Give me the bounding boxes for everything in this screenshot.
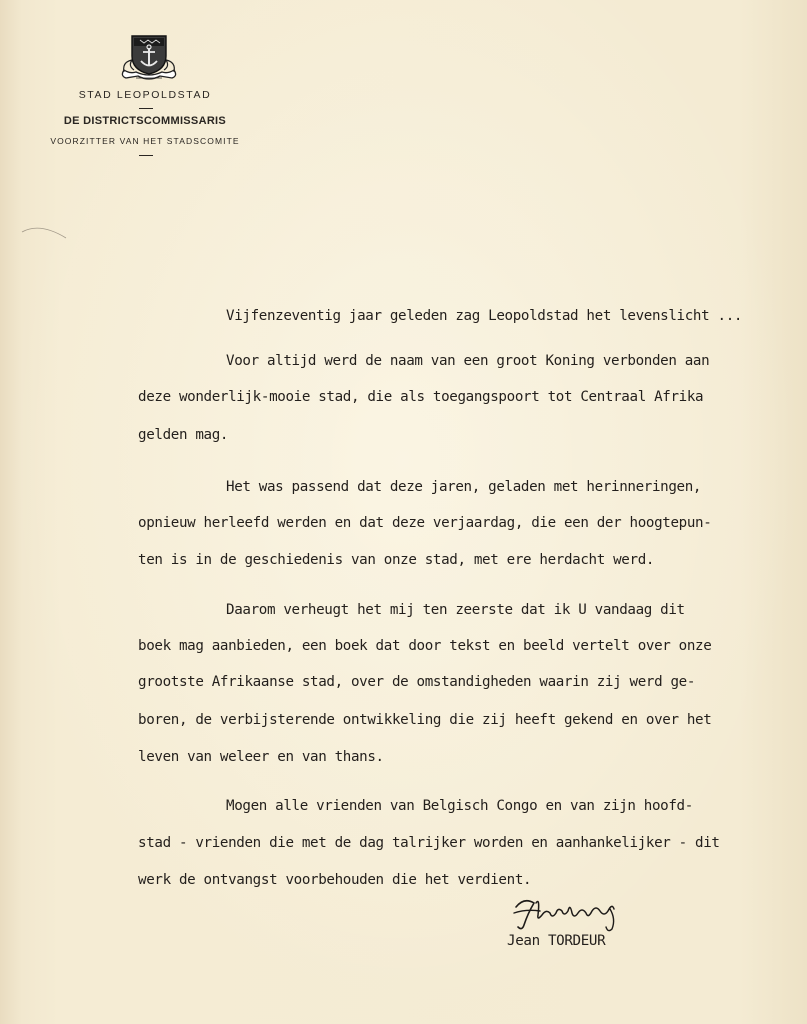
letter-line: Voor altijd werd de naam van een groot Koning verbonden aan bbox=[226, 353, 710, 369]
letter-line: opnieuw herleefd werden en dat deze verjaardag, die een der hoogtepun- bbox=[138, 515, 712, 531]
letter-line: werk de ontvangst voorbehouden die het verdient. bbox=[138, 872, 532, 888]
letter-line: stad - vrienden die met de dag talrijker worden en aanhankelijker - dit bbox=[138, 835, 720, 851]
letter-line: deze wonderlijk-mooie stad, die als toegangspoort tot Centraal Afrika bbox=[138, 389, 704, 405]
letter-line: grootste Afrikaanse stad, over de omstandigheden waarin zij werd ge- bbox=[138, 674, 696, 690]
letterhead-subtitle: VOORZITTER VAN HET STADSCOMITE bbox=[50, 136, 240, 146]
letter-line: Vijfenzeventig jaar geleden zag Leopoldstad het levenslicht ... bbox=[226, 308, 743, 324]
letter-line: leven van weleer en van thans. bbox=[138, 749, 384, 765]
handwritten-signature bbox=[510, 893, 630, 933]
letter-line: Daarom verheugt het mij ten zeerste dat ik U vandaag dit bbox=[226, 602, 685, 618]
letter-line: gelden mag. bbox=[138, 427, 229, 443]
signer-name: Jean TORDEUR bbox=[507, 933, 606, 949]
letterhead-city: STAD LEOPOLDSTAD bbox=[78, 89, 212, 101]
letter-line: Het was passend dat deze jaren, geladen met herinneringen, bbox=[226, 479, 702, 495]
letterhead-title: DE DISTRICTSCOMMISSARIS bbox=[63, 115, 227, 127]
letter-line: boren, de verbijsterende ontwikkeling die zij heeft gekend en over het bbox=[138, 712, 712, 728]
letter-line: boek mag aanbieden, een boek dat door tekst en beeld vertelt over onze bbox=[138, 638, 712, 654]
letter-line: Mogen alle vrienden van Belgisch Congo en van zijn hoofd- bbox=[226, 798, 693, 814]
letter-line: ten is in de geschiedenis van onze stad, met ere herdacht werd. bbox=[138, 552, 655, 568]
